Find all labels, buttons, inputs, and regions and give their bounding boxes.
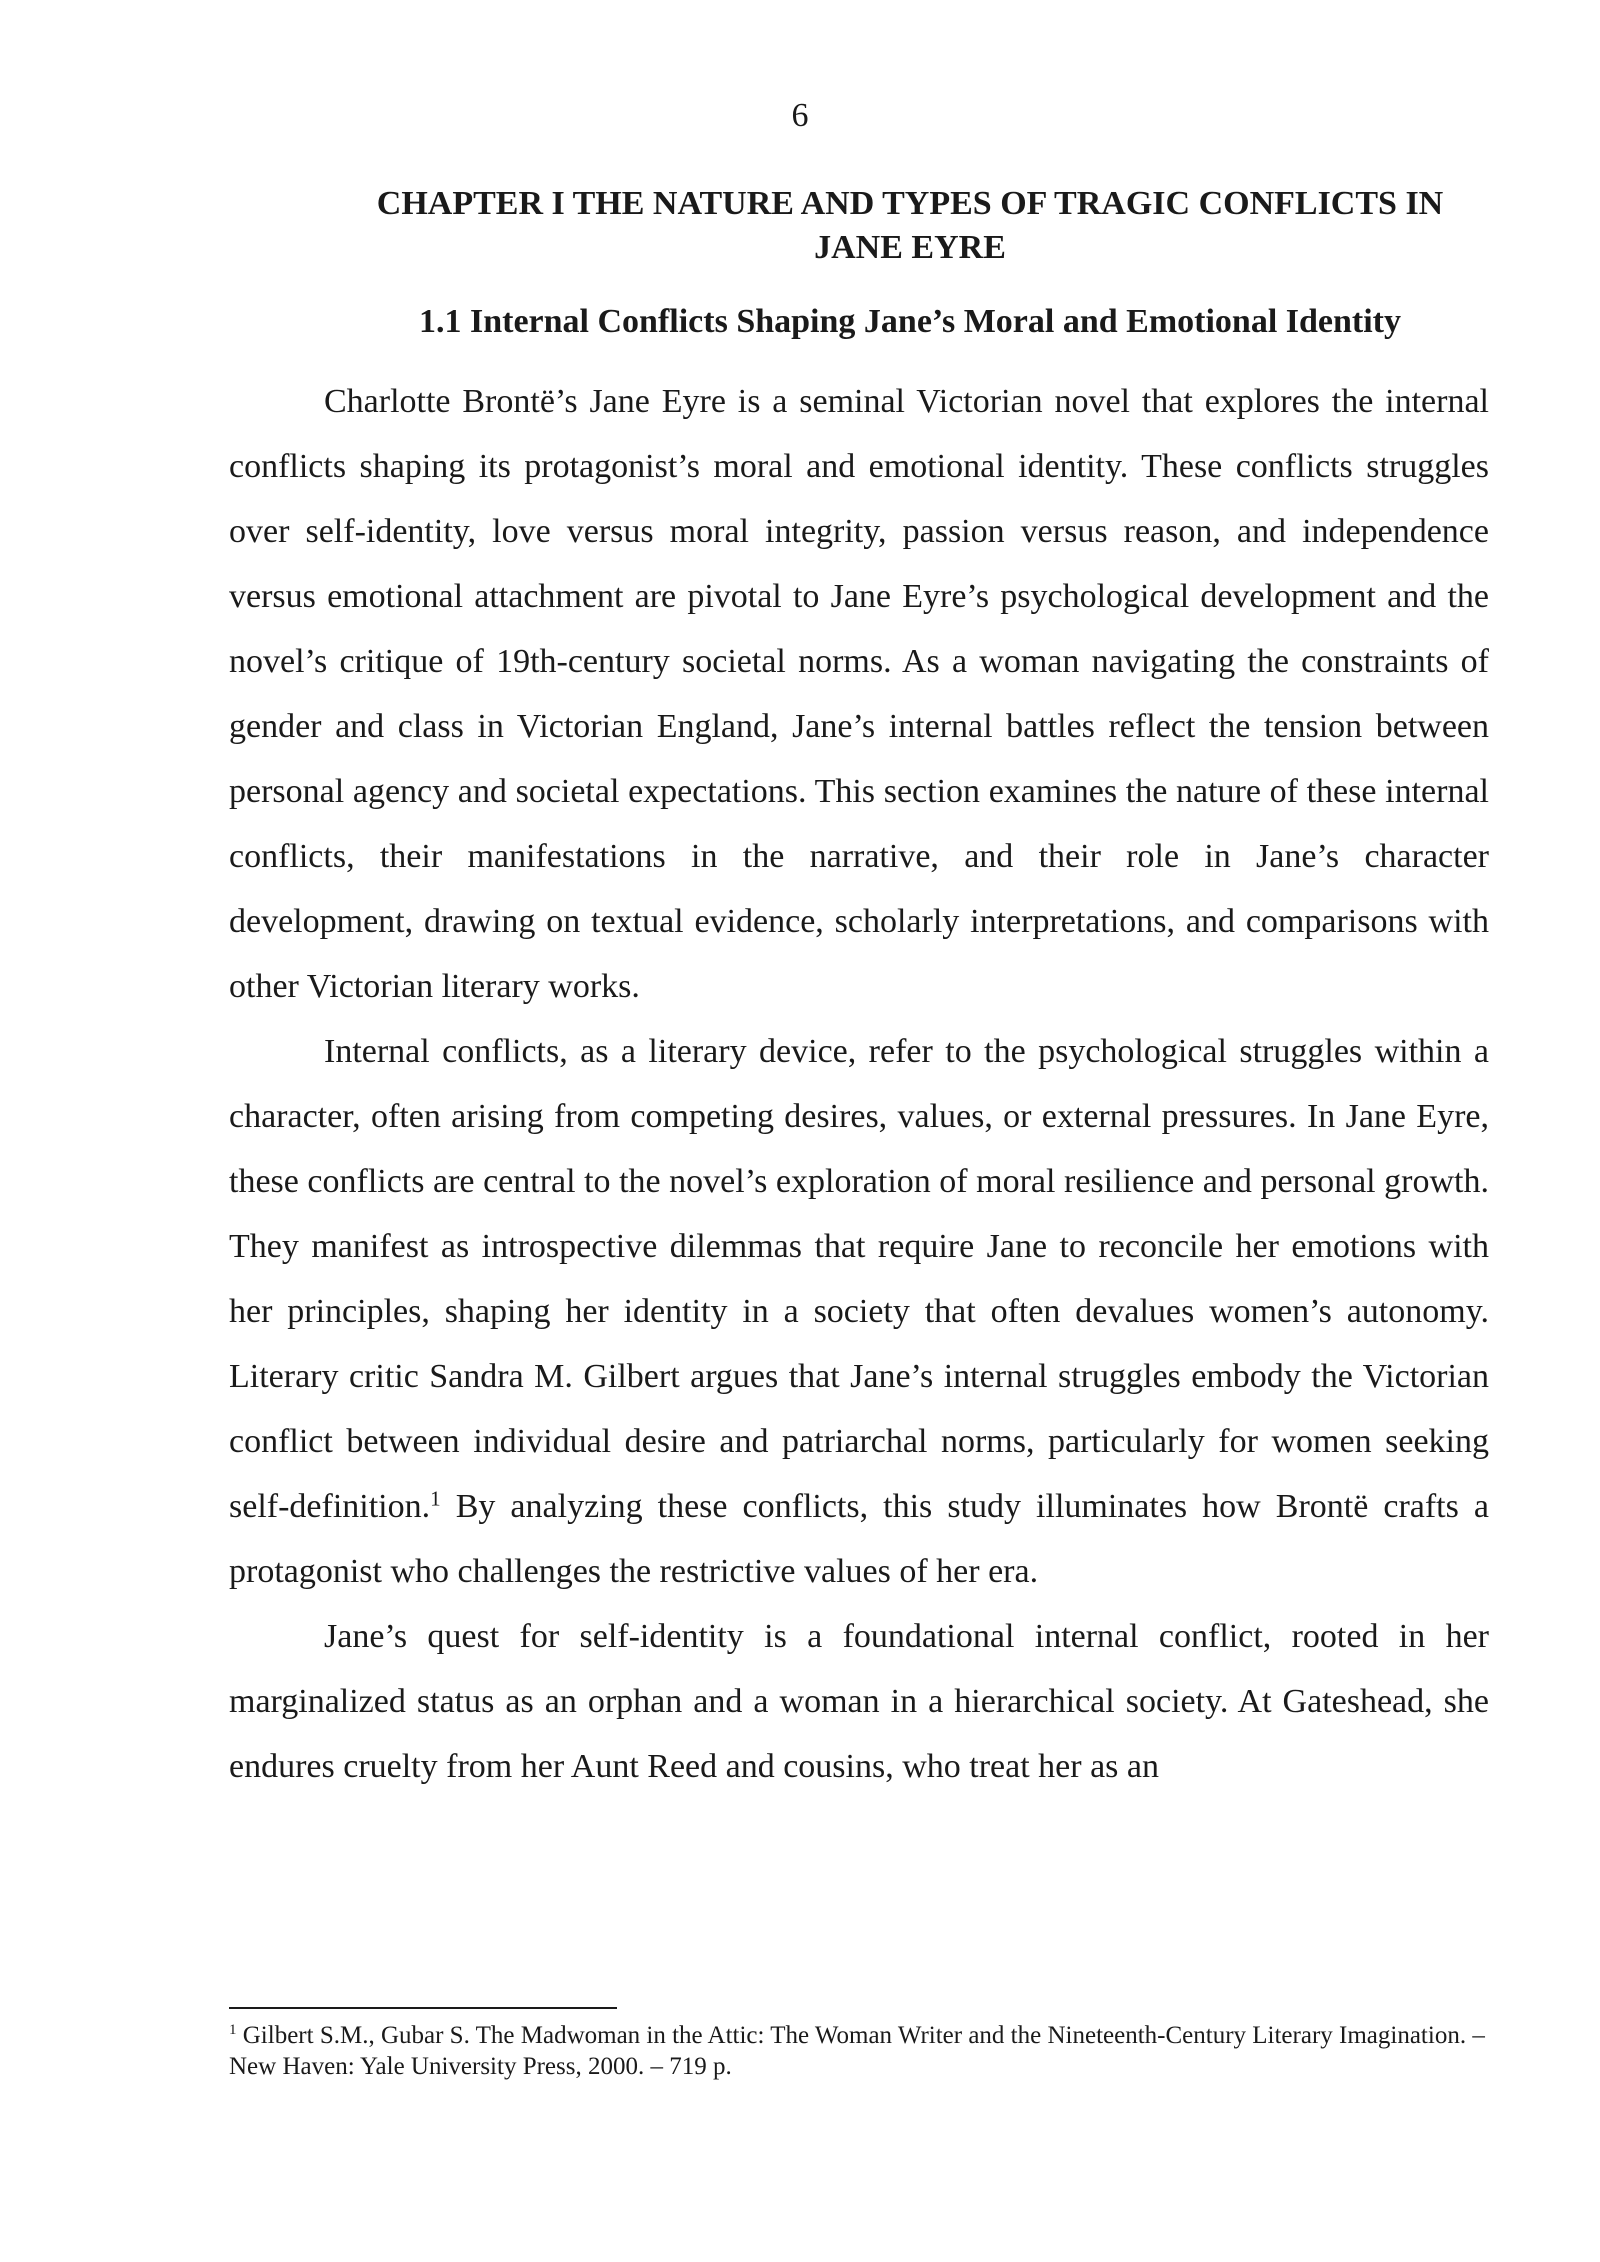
paragraph-2-text-continued: By analyzing these conflicts, this study illuminates how Brontë crafts a protagonist who challenges the restrictive values of her era.	[229, 1488, 1489, 1590]
section-title: 1.1 Internal Conflicts Shaping Jane’s Moral and Emotional Identity	[419, 303, 1401, 340]
paragraph-2-text: Internal conflicts, as a literary device, refer to the psychological struggles within a character, often arising from competing desires, values, or external pressures. In Jane Eyre, these conflicts are central to the novel’s exploration of moral resilience and personal growth. They manifest as introspective dilemmas that require Jane to reconcile her emotions with her principles, shaping her identity in a society that often devalues women’s autonomy. Literary critic Sandra M. Gilbert argues that Jane’s internal struggles embody the Victorian conflict between individual desire and patriarchal norms, particularly for women seeking self-definition.	[229, 1033, 1489, 1525]
paragraph-2	[229, 1019, 1489, 1604]
chapter-title: CHAPTER I THE NATURE AND TYPES OF TRAGIC CONFLICTS IN JANE EYRE	[376, 185, 1444, 266]
footnote-text: Gilbert S.M., Gubar S. The Madwoman in the Attic: The Woman Writer and the Nineteenth-Century Literary Imagination. – New Haven: Yale University Press, 2000. – 719 p.	[229, 2022, 1485, 2080]
body-text	[229, 369, 1489, 1799]
footnote-reference[interactable]: 1	[430, 1486, 441, 1511]
footnote-1	[229, 2020, 1489, 2082]
paragraph-1: Charlotte Brontë’s Jane Eyre is a seminal Victorian novel that explores the internal conflicts shaping its protagonist’s moral and emotional identity. These conflicts struggles over self-identity, love versus moral integrity, passion versus reason, and independence versus emotional attachment are pivotal to Jane Eyre’s psychological development and the novel’s critique of 19th-century societal norms. As a woman navigating the constraints of gender and class in Victorian England, Jane’s internal battles reflect the tension between personal agency and societal expectations. This section examines the nature of these internal conflicts, their manifestations in the narrative, and their role in Jane’s character development, drawing on textual evidence, scholarly interpretations, and comparisons with other Victorian literary works.	[229, 383, 1489, 1005]
paragraph-3: Jane’s quest for self-identity is a foundational internal conflict, rooted in her marginalized status as an orphan and a woman in a hierarchical society. At Gateshead, she endures cruelty from her Aunt Reed and cousins, who treat her as an	[229, 1618, 1489, 1785]
page-number: 6	[791, 97, 809, 134]
footnote-marker: 1	[229, 2022, 237, 2038]
footnote-separator	[229, 2007, 617, 2009]
